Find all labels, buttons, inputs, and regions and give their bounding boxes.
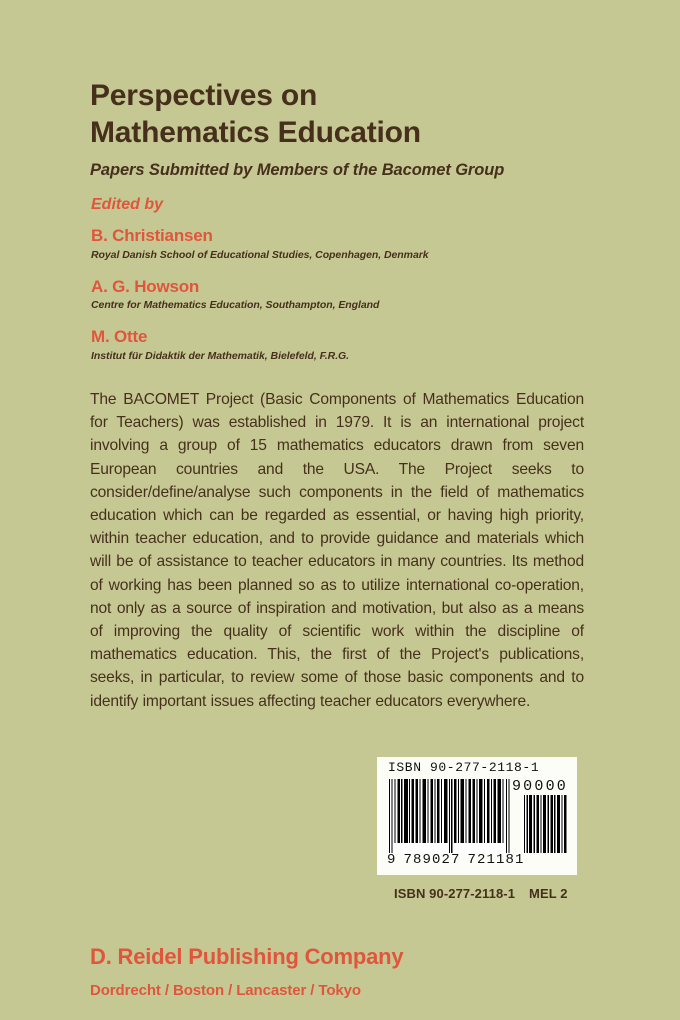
editor-entry (91, 226, 611, 261)
ean-lead-digit: 9 (387, 852, 397, 868)
title-block (90, 78, 610, 180)
isbn-footer-code: MEL 2 (529, 886, 568, 901)
isbn-footer-number: ISBN 90-277-2118-1 (394, 886, 516, 901)
publisher-block (90, 944, 403, 999)
editor-name: B. Christiansen (91, 226, 213, 245)
isbn-barcode (377, 757, 577, 875)
barcode-ean-digits (387, 852, 525, 868)
barcode-isbn-text: ISBN 90-277-2118-1 (388, 760, 540, 775)
book-title-line-2: Mathematics Education (90, 115, 421, 149)
editors-block (91, 196, 611, 362)
editor-affiliation: Royal Danish School of Educational Studies, Copenhagen, Denmark (91, 248, 429, 261)
editor-affiliation: Centre for Mathematics Education, Southampton, England (91, 299, 380, 312)
barcode-bars-main (388, 779, 510, 853)
isbn-footer-line (394, 886, 568, 901)
barcode-bars-addon (523, 795, 568, 853)
editor-name: M. Otte (91, 327, 148, 347)
back-cover-blurb: The BACOMET Project (Basic Components of Mathematics Education for Teachers) was established in 1979. It is an international project involving a group of 15 mathematics educators drawn from seven European countries and the USA. The Project seeks to consider/define/analyse such components in the field of mathematics education which can be regarded as essential, or having high priority, within teacher education, and to provide guidance and materials which will be of assistance to teacher educators in many countries. Its method of working has been planned so as to utilize international co-operation, not only as a source of inspiration and motivation, but also as a means of improving the quality of scientific work within the discipline of mathematics education. This, the first of the Project's publications, seeks, in particular, to review some of those basic components and to identify important issues affecting teacher educators everywhere. (90, 391, 584, 710)
editor-entry (91, 277, 611, 312)
editor-affiliation: Institut für Didaktik der Mathematik, Bielefeld, F.R.G. (91, 349, 350, 362)
book-subtitle: Papers Submitted by Members of the Bacomet Group (90, 160, 505, 179)
ean-group-2: 721181 (467, 852, 525, 868)
editor-entry (91, 327, 611, 362)
editor-name: A. G. Howson (91, 276, 200, 296)
publisher-cities: Dordrecht / Boston / Lancaster / Tokyo (90, 982, 361, 999)
book-title-line-1: Perspectives on (90, 79, 318, 112)
publisher-name: D. Reidel Publishing Company (90, 944, 404, 969)
ean-group-1: 789027 (403, 852, 461, 868)
edited-by-label: Edited by (91, 196, 164, 213)
barcode-addon-digits: 90000 (511, 778, 568, 795)
